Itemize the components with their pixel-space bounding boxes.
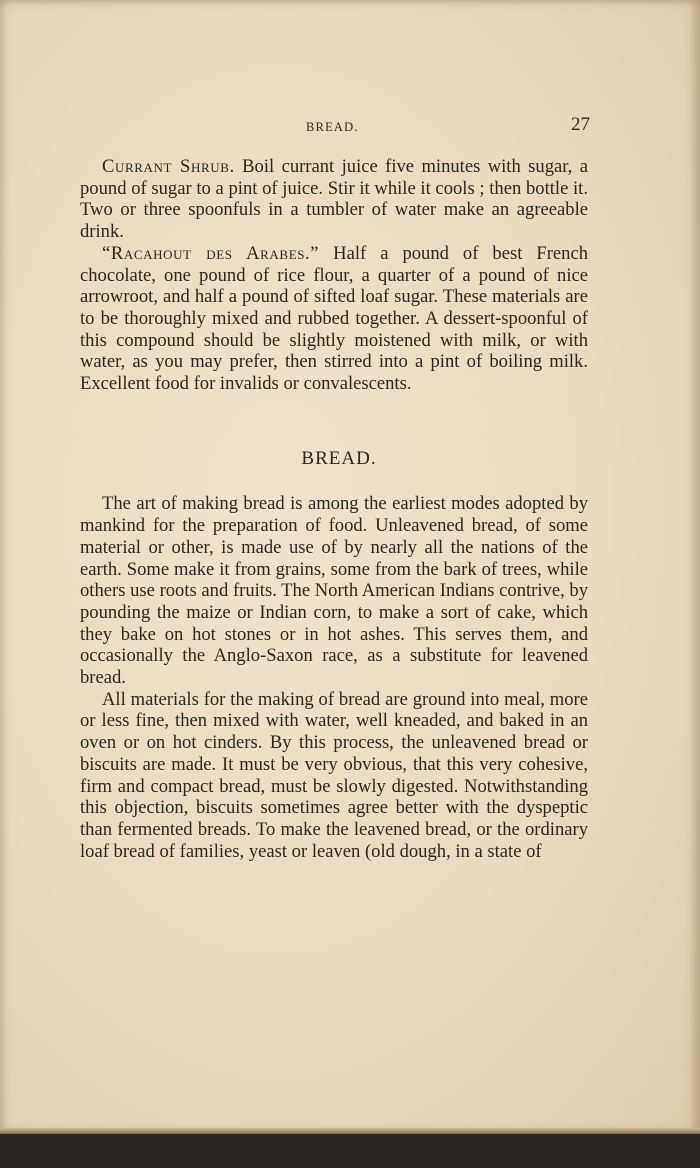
page-number: 27 [571, 114, 590, 135]
recipe-racahout [80, 243, 588, 395]
paragraph: The art of making bread is among the earliest modes adopted by mankind for the preparation of food. Unleavened bread, of some material or other, is made use of by nearly all the nations of the earth. Some make it from grains, some from the bark of trees, while others use roots and fruits. The North American Indians contrive, by pounding the maize or Indian corn, to make a sort of cake, which they bake on hot stones or in hot ashes. This serves them, and occasionally the Anglo-Saxon race, as a substitute for leavened bread. [80, 493, 588, 689]
recipe-title: “Racahout des Arabes.” [102, 242, 320, 264]
recipe-currant-shrub [80, 156, 588, 243]
recipe-text: Half a pound of best French chocolate, one pound of rice flour, a quarter of a pound of nice arrowroot, and half a pound of sifted loaf sugar. These materials are to be thoroughly mixed and rubbed together. A dessert-spoonful of this compound should be slightly moistened with milk, or with water, as you may prefer, then stirred into a pint of boiling milk. Excellent food for invalids or convalescents. [80, 242, 588, 395]
recipe-title: Currant Shrub. [102, 156, 235, 177]
page-header [0, 114, 700, 140]
page-edge [0, 1128, 700, 1134]
page-body [80, 156, 588, 862]
section-heading: BREAD. [301, 447, 377, 469]
running-head: BREAD. [306, 120, 359, 134]
paragraph: All materials for the making of bread are ground into meal, more or less fine, then mixed with water, well kneaded, and baked in an oven or on hot cinders. By this process, the unleavened bread or biscuits are made. It must be very obvious, that this very cohesive, firm and compact bread, must be slowly digested. Notwithstanding this objection, biscuits sometimes agree better with the dyspeptic than fermented breads. To make the leavened bread, or the ordinary loaf bread of families, yeast or leaven (old dough, in a state of [80, 688, 588, 862]
recipe-text: Boil currant juice five minutes with sugar, a pound of sugar to a pint of juice. Stir it while it cools ; then bottle it. Two or three spoonfuls in a tumbler of water make an agreeable drink. [80, 156, 588, 243]
